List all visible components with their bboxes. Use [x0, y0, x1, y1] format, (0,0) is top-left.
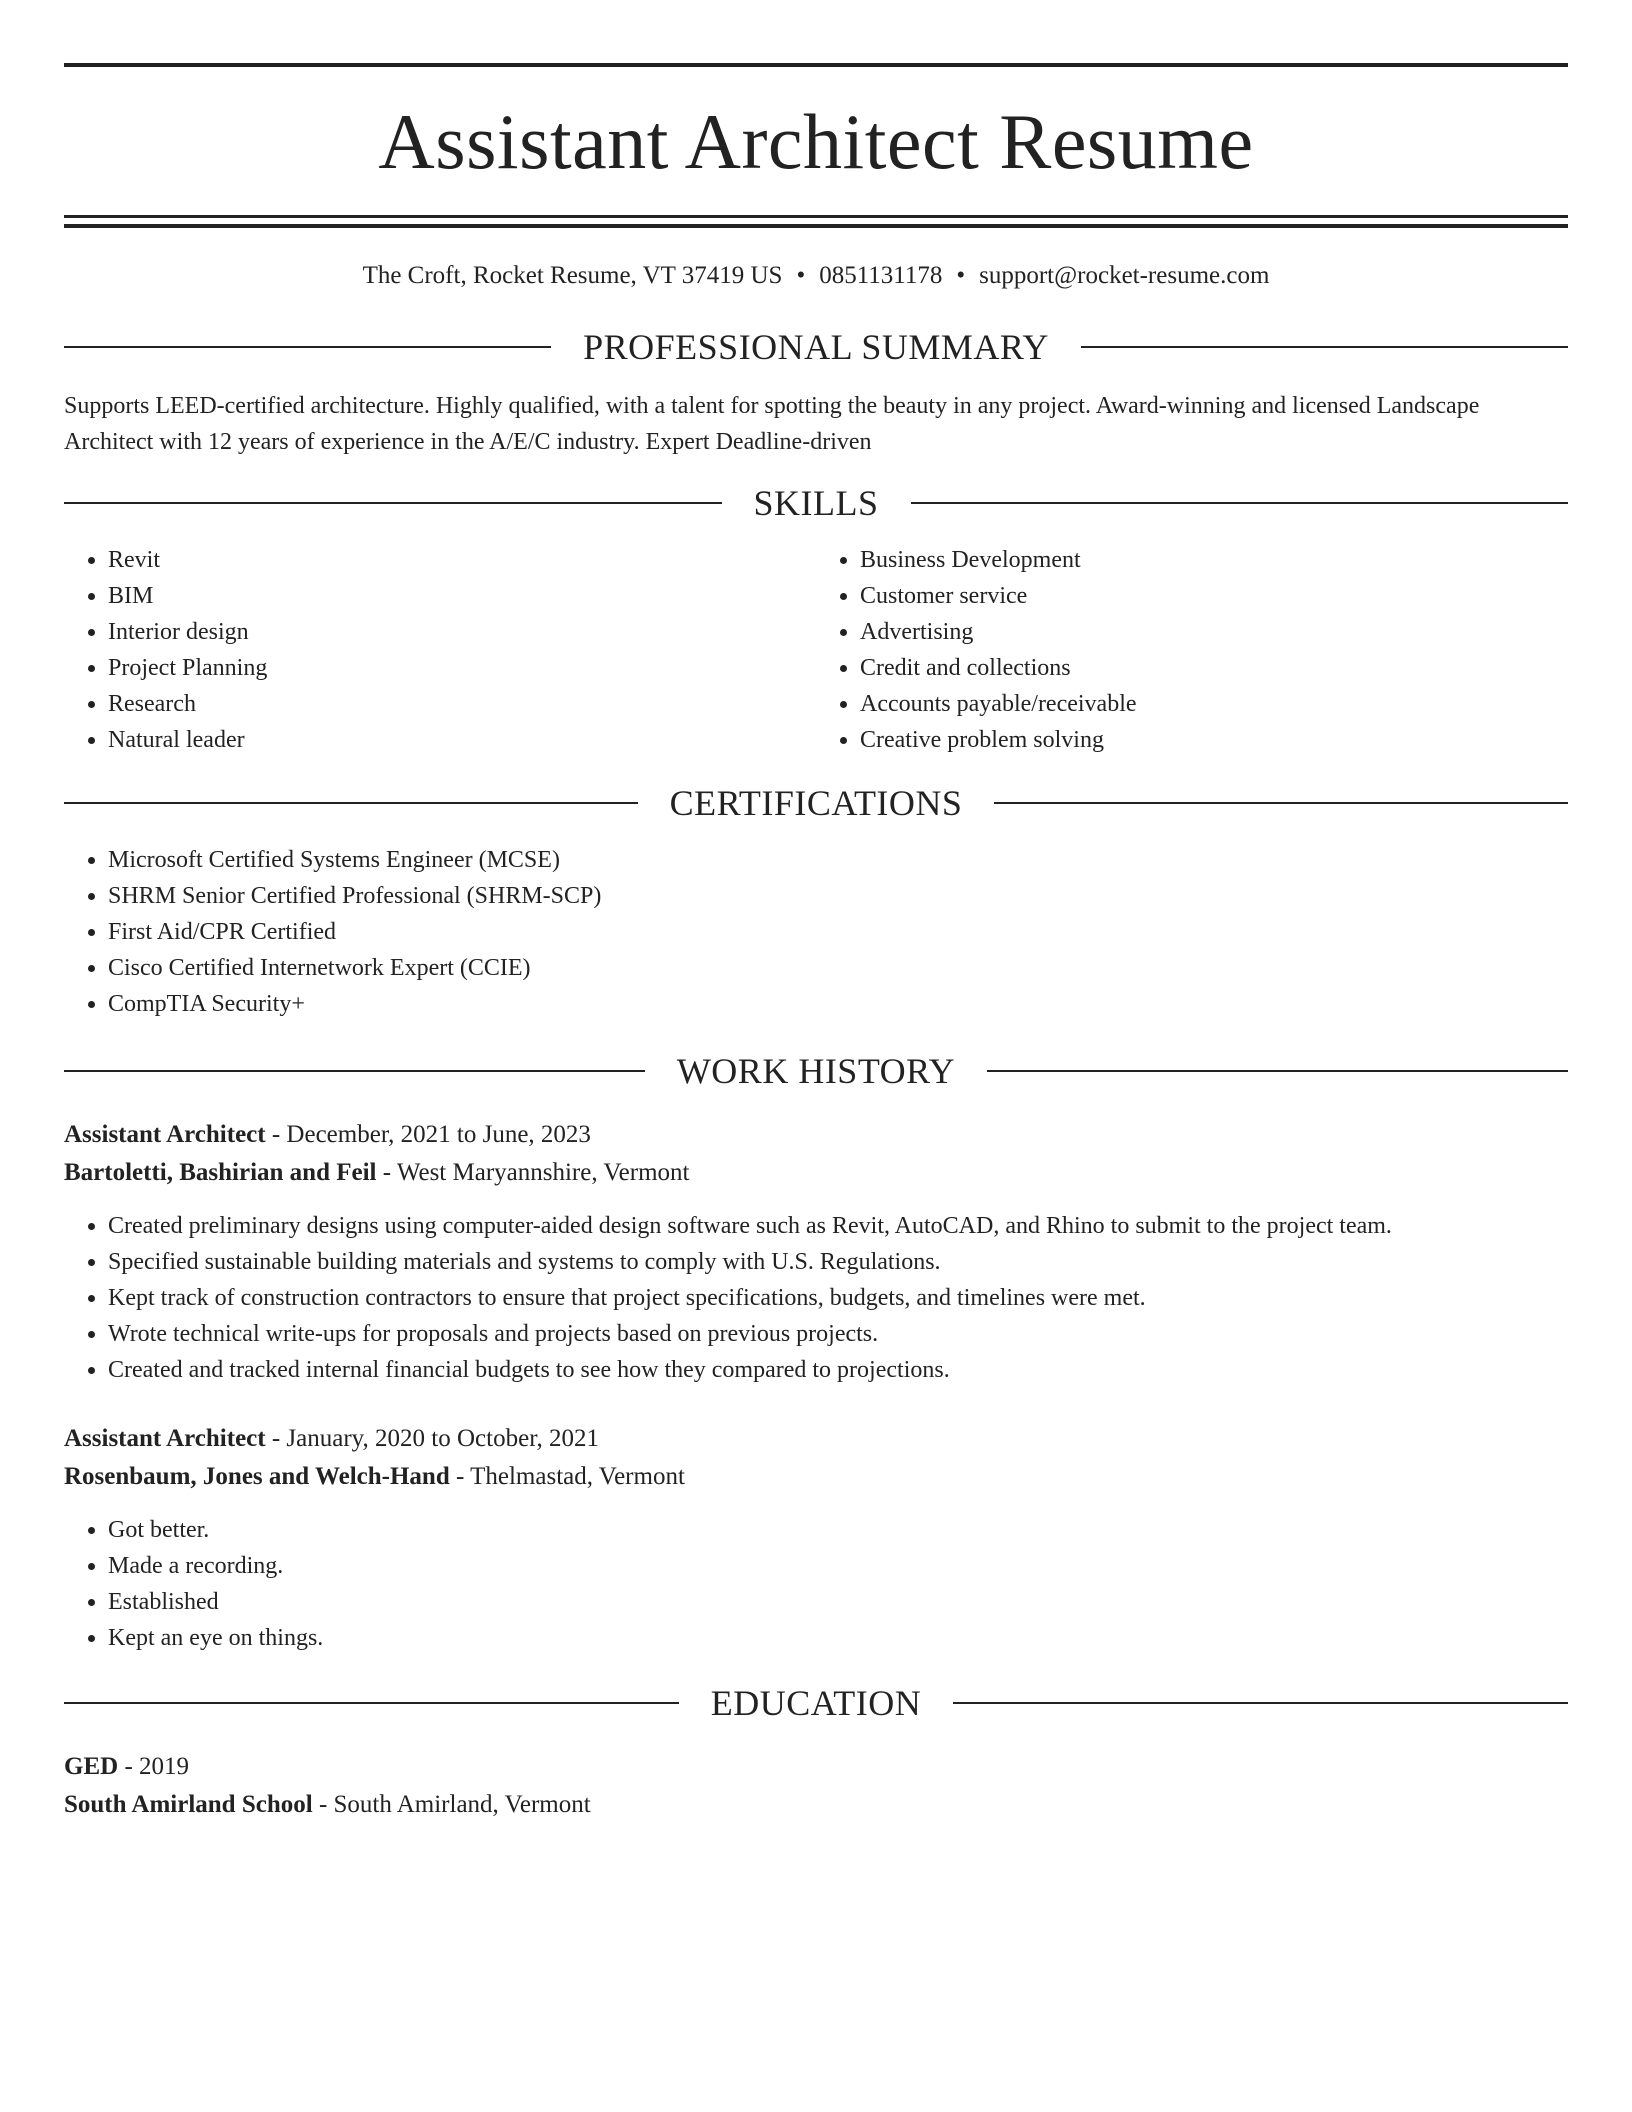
skills-grid — [64, 542, 1568, 758]
section-title: PROFESSIONAL SUMMARY — [583, 327, 1049, 367]
education-degree: GED — [64, 1753, 119, 1780]
heading-rule-left — [64, 802, 638, 804]
skill-item: • Credit and collections — [860, 650, 1568, 686]
heading-rule-right — [987, 1070, 1568, 1072]
job-title: Assistant Architect — [64, 1425, 266, 1452]
skill-item: • Interior design — [108, 614, 816, 650]
contact-line — [64, 260, 1568, 292]
heading-rule-right — [911, 502, 1569, 504]
section-heading-certifications — [64, 782, 1568, 824]
skill-item: • Advertising — [860, 614, 1568, 650]
job-location: - Thelmastad, Vermont — [449, 1463, 685, 1490]
job-company-line — [64, 1458, 1568, 1496]
contact-email: support@rocket-resume.com — [979, 262, 1270, 289]
skill-item: • Business Development — [860, 542, 1568, 578]
section-title: EDUCATION — [710, 1683, 922, 1723]
certification-item: • Microsoft Certified Systems Engineer (MCSE) — [108, 842, 1568, 878]
contact-separator: • — [796, 262, 806, 289]
job-duty-item: • Got better. — [108, 1512, 1568, 1548]
skill-item: • BIM — [108, 578, 816, 614]
job-title: Assistant Architect — [64, 1121, 266, 1148]
job-duty-item: • Made a recording. — [108, 1548, 1568, 1584]
skills-column-right — [816, 542, 1568, 758]
certification-item: • SHRM Senior Certified Professional (SHRM-SCP) — [108, 878, 1568, 914]
job-title-line — [64, 1116, 1568, 1154]
skills-list-left — [64, 542, 816, 758]
job-entry — [64, 1420, 1568, 1656]
section-title: WORK HISTORY — [676, 1051, 956, 1091]
job-duty-item: • Wrote technical write-ups for proposals and projects based on previous projects. — [108, 1316, 1568, 1352]
skill-item: • Research — [108, 686, 816, 722]
section-heading-work-history — [64, 1050, 1568, 1092]
section-heading-skills — [64, 482, 1568, 524]
contact-address: The Croft, Rocket Resume, VT 37419 US — [362, 262, 783, 289]
skill-item: • Revit — [108, 542, 816, 578]
certification-item: • Cisco Certified Internetwork Expert (CCIE) — [108, 950, 1568, 986]
heading-rule-right — [953, 1702, 1568, 1704]
certification-item: • First Aid/CPR Certified — [108, 914, 1568, 950]
heading-rule-right — [994, 802, 1568, 804]
job-company: Rosenbaum, Jones and Welch-Hand — [64, 1463, 450, 1490]
skills-column-left — [64, 542, 816, 758]
contact-separator: • — [956, 262, 966, 289]
job-duties-list — [64, 1512, 1568, 1656]
skill-item: • Customer service — [860, 578, 1568, 614]
job-duty-item: • Kept an eye on things. — [108, 1620, 1568, 1656]
top-rule — [64, 63, 1568, 67]
heading-rule-left — [64, 346, 551, 348]
job-duty-item: • Established — [108, 1584, 1568, 1620]
page-title: Assistant Architect Resume — [378, 98, 1254, 185]
heading-rule-left — [64, 1702, 679, 1704]
heading-rule-left — [64, 1070, 645, 1072]
job-duty-item: • Created preliminary designs using computer-aided design software such as Revit, AutoCAD, and Rhino to submit to the project team. — [108, 1208, 1568, 1244]
job-dates: - December, 2021 to June, 2023 — [265, 1121, 591, 1148]
job-company-line — [64, 1154, 1568, 1192]
job-title-line — [64, 1420, 1568, 1458]
education-school: South Amirland School — [64, 1791, 313, 1818]
title-double-rule — [64, 215, 1568, 228]
job-entry — [64, 1116, 1568, 1388]
section-heading-summary — [64, 326, 1568, 368]
certifications-block — [64, 842, 1568, 1022]
section-title: CERTIFICATIONS — [669, 783, 963, 823]
education-location: - South Amirland, Vermont — [312, 1791, 591, 1818]
job-duty-item: • Specified sustainable building materials and systems to comply with U.S. Regulations. — [108, 1244, 1568, 1280]
summary-text: Supports LEED-certified architecture. Highly qualified, with a talent for spotting the beauty in any project. Award-winning and licensed Landscape Architect with 12 years of experience in the A/E/C industry. Expert Deadline-driven — [64, 393, 1480, 455]
education-school-line — [64, 1786, 1568, 1824]
certification-item: • CompTIA Security+ — [108, 986, 1568, 1022]
contact-phone: 0851131178 — [819, 262, 943, 289]
education-degree-line — [64, 1748, 1568, 1786]
heading-rule-left — [64, 502, 722, 504]
job-location: - West Maryannshire, Vermont — [376, 1159, 690, 1186]
heading-rule-right — [1081, 346, 1568, 348]
job-duty-item: • Created and tracked internal financial budgets to see how they compared to projections. — [108, 1352, 1568, 1388]
skills-list-right — [816, 542, 1568, 758]
job-company: Bartoletti, Bashirian and Feil — [64, 1159, 377, 1186]
education-entry — [64, 1748, 1568, 1824]
job-dates: - January, 2020 to October, 2021 — [265, 1425, 600, 1452]
certifications-list — [64, 842, 1568, 1022]
skill-item: • Natural leader — [108, 722, 816, 758]
job-duty-item: • Kept track of construction contractors to ensure that project specifications, budgets, and timelines were met. — [108, 1280, 1568, 1316]
section-title: SKILLS — [753, 483, 879, 523]
job-duties-list — [64, 1208, 1568, 1388]
section-heading-education — [64, 1682, 1568, 1724]
skill-item: • Creative problem solving — [860, 722, 1568, 758]
education-year: - 2019 — [118, 1753, 190, 1780]
skill-item: • Accounts payable/receivable — [860, 686, 1568, 722]
skill-item: • Project Planning — [108, 650, 816, 686]
